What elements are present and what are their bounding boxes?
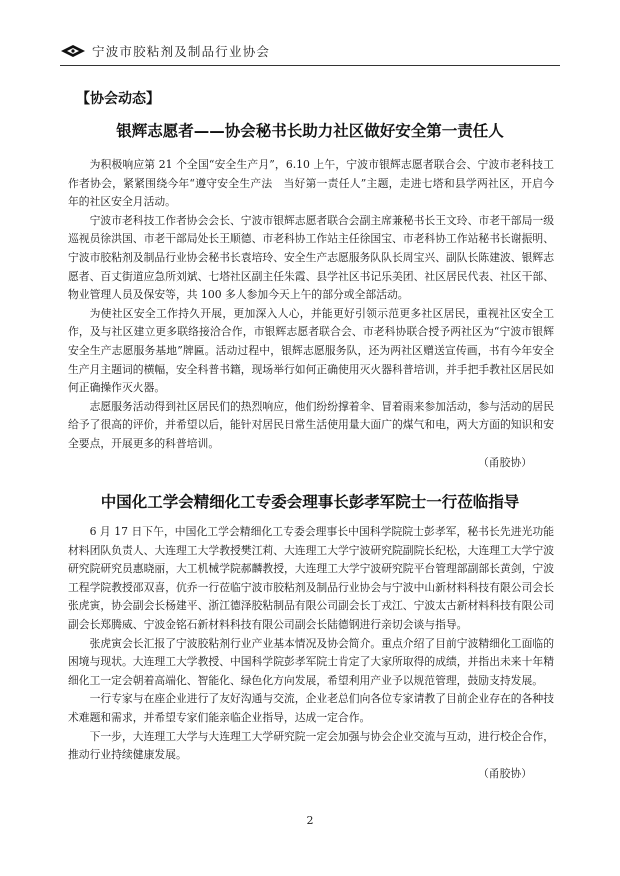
article-2-paragraph: 张虎寅会长汇报了宁波胶粘剂行业产业基本情况及协会简介。重点介绍了目前宁波精细化工面临的困境与现状。大连理工大学教授、中国科学院彭孝军院士肯定了大家所取得的成绩，并指出未来十年精细化工一定会朝着高端化、智能化、绿色化方向发展，希望利用产业予以规范管理，鼓励支持发展。: [68, 636, 554, 687]
article-2-paragraph-text: 下一步，大连理工大学与大连理工大学研究院一定会加强与协会企业交流与互动，进行校企合作，推动行业持续健康发展。: [68, 729, 554, 762]
article-2-title: 中国化工学会精细化工专委会理事长彭孝军院士一行莅临指导: [100, 493, 520, 511]
article-2-credit: （甬胶协）: [478, 766, 532, 780]
article-2-body: [68, 523, 554, 783]
article-1-title: 银辉志愿者——协会秘书长助力社区做好安全第一责任人: [116, 122, 504, 140]
article-2-paragraph: 一行专家与在座企业进行了友好沟通与交流，企业老总们向各位专家请教了目前企业存在的各种技术难题和需求，并希望专家们能亲临企业指导，达成一定合作。: [68, 692, 554, 724]
org-name: 宁波市胶粘剂及制品行业协会: [92, 44, 271, 59]
article-1-paragraph: 为使社区安全工作持久开展，更加深入人心，并能更好引领示范更多社区居民，重视社区安全工作，及与社区建立更多联络接洽合作，市银辉志愿者联合会、市老科协联合授予两社区为“宁波市银辉安全生产志愿服务基地”牌匾。活动过程中，银辉志愿服务队，还为两社区赠送宣传画，书有今年安全生产月主题词的横幅，安全科普书籍，现场举行如何正确使用灭火器科普培训，并手把手教社区居民如何正确操作灭火器。: [68, 306, 554, 395]
article-1-credit: （甬胶协）: [478, 455, 532, 469]
article-2-paragraph: 6 月 17 日下午，中国化工学会精细化工专委会理事长中国科学院院士彭孝军，秘书长先进光功能材料团队负责人、大连理工大学教授樊江莉、大连理工大学宁波研究院副院长纪松，大连理工大学宁波研究院研究员惠晓丽，大工机械学院郝麟教授，大连理工大学宁波研究院平台管理部副部长黄剑，宁波工程学院教授邵双喜，伉乔一行莅临宁波市胶粘剂及制品行业协会与宁波中山新材料科技有限公司会长张虎寅，协会副会长杨建平、浙江德泽胶粘制品有限公司副会长丁戎江、宁波太古新材料科技有限公司副会长郑腾威、宁波金铭石新材料科技有限公司副会长陆德钢进行亲切会谈与指导。: [68, 525, 554, 631]
page-header: [60, 40, 560, 62]
section-tag: 【协会动态】: [76, 91, 160, 107]
article-1-body: [68, 156, 554, 472]
article-1-paragraph: 宁波市老科技工作者协会会长、宁波市银辉志愿者联合会副主席兼秘书长王文玲、市老干部局一级巡视员徐洪国、市老干部局处长王顺德、市老科协工作站主任徐国宝、市老科协工作站秘书长谢振明、宁波市胶粘剂及制品行业协会秘书长袁培玲、安全生产志愿服务队队长周宝兴、副队长陈建波、银辉志愿者、百丈街道应急所刘斌、七塔社区副主任朱霞、县学社区书记乐美团、社区居民代表、社区干部、物业管理人员及保安等，共 100 多人参加今天上午的部分或全部活动。: [68, 213, 554, 302]
article-1-paragraph: [68, 398, 554, 472]
header-divider: [60, 65, 560, 66]
association-logo-icon: [60, 44, 86, 58]
article-2-paragraph: [68, 728, 554, 784]
article-1-paragraph: 为积极响应第 21 个全国“安全生产月”，6.10 上午，宁波市银辉志愿者联合会、宁波市老科技工作者协会，紧紧围绕今年“遵守安全生产法 当好第一责任人”主题，走进七塔和县学两社区，开启今年的社区安全月活动。: [68, 158, 554, 209]
page-number: 2: [306, 814, 314, 827]
article-1-paragraph-text: 志愿服务活动得到社区居民们的热烈响应，他们纷纷撑着伞、冒着雨来参加活动，参与活动的居民给予了很高的评价，并希望以后，能针对居民日常生活使用量大面广的煤气和电，两大方面的知识和安全要点，开展更多的科普培训。: [68, 399, 554, 450]
